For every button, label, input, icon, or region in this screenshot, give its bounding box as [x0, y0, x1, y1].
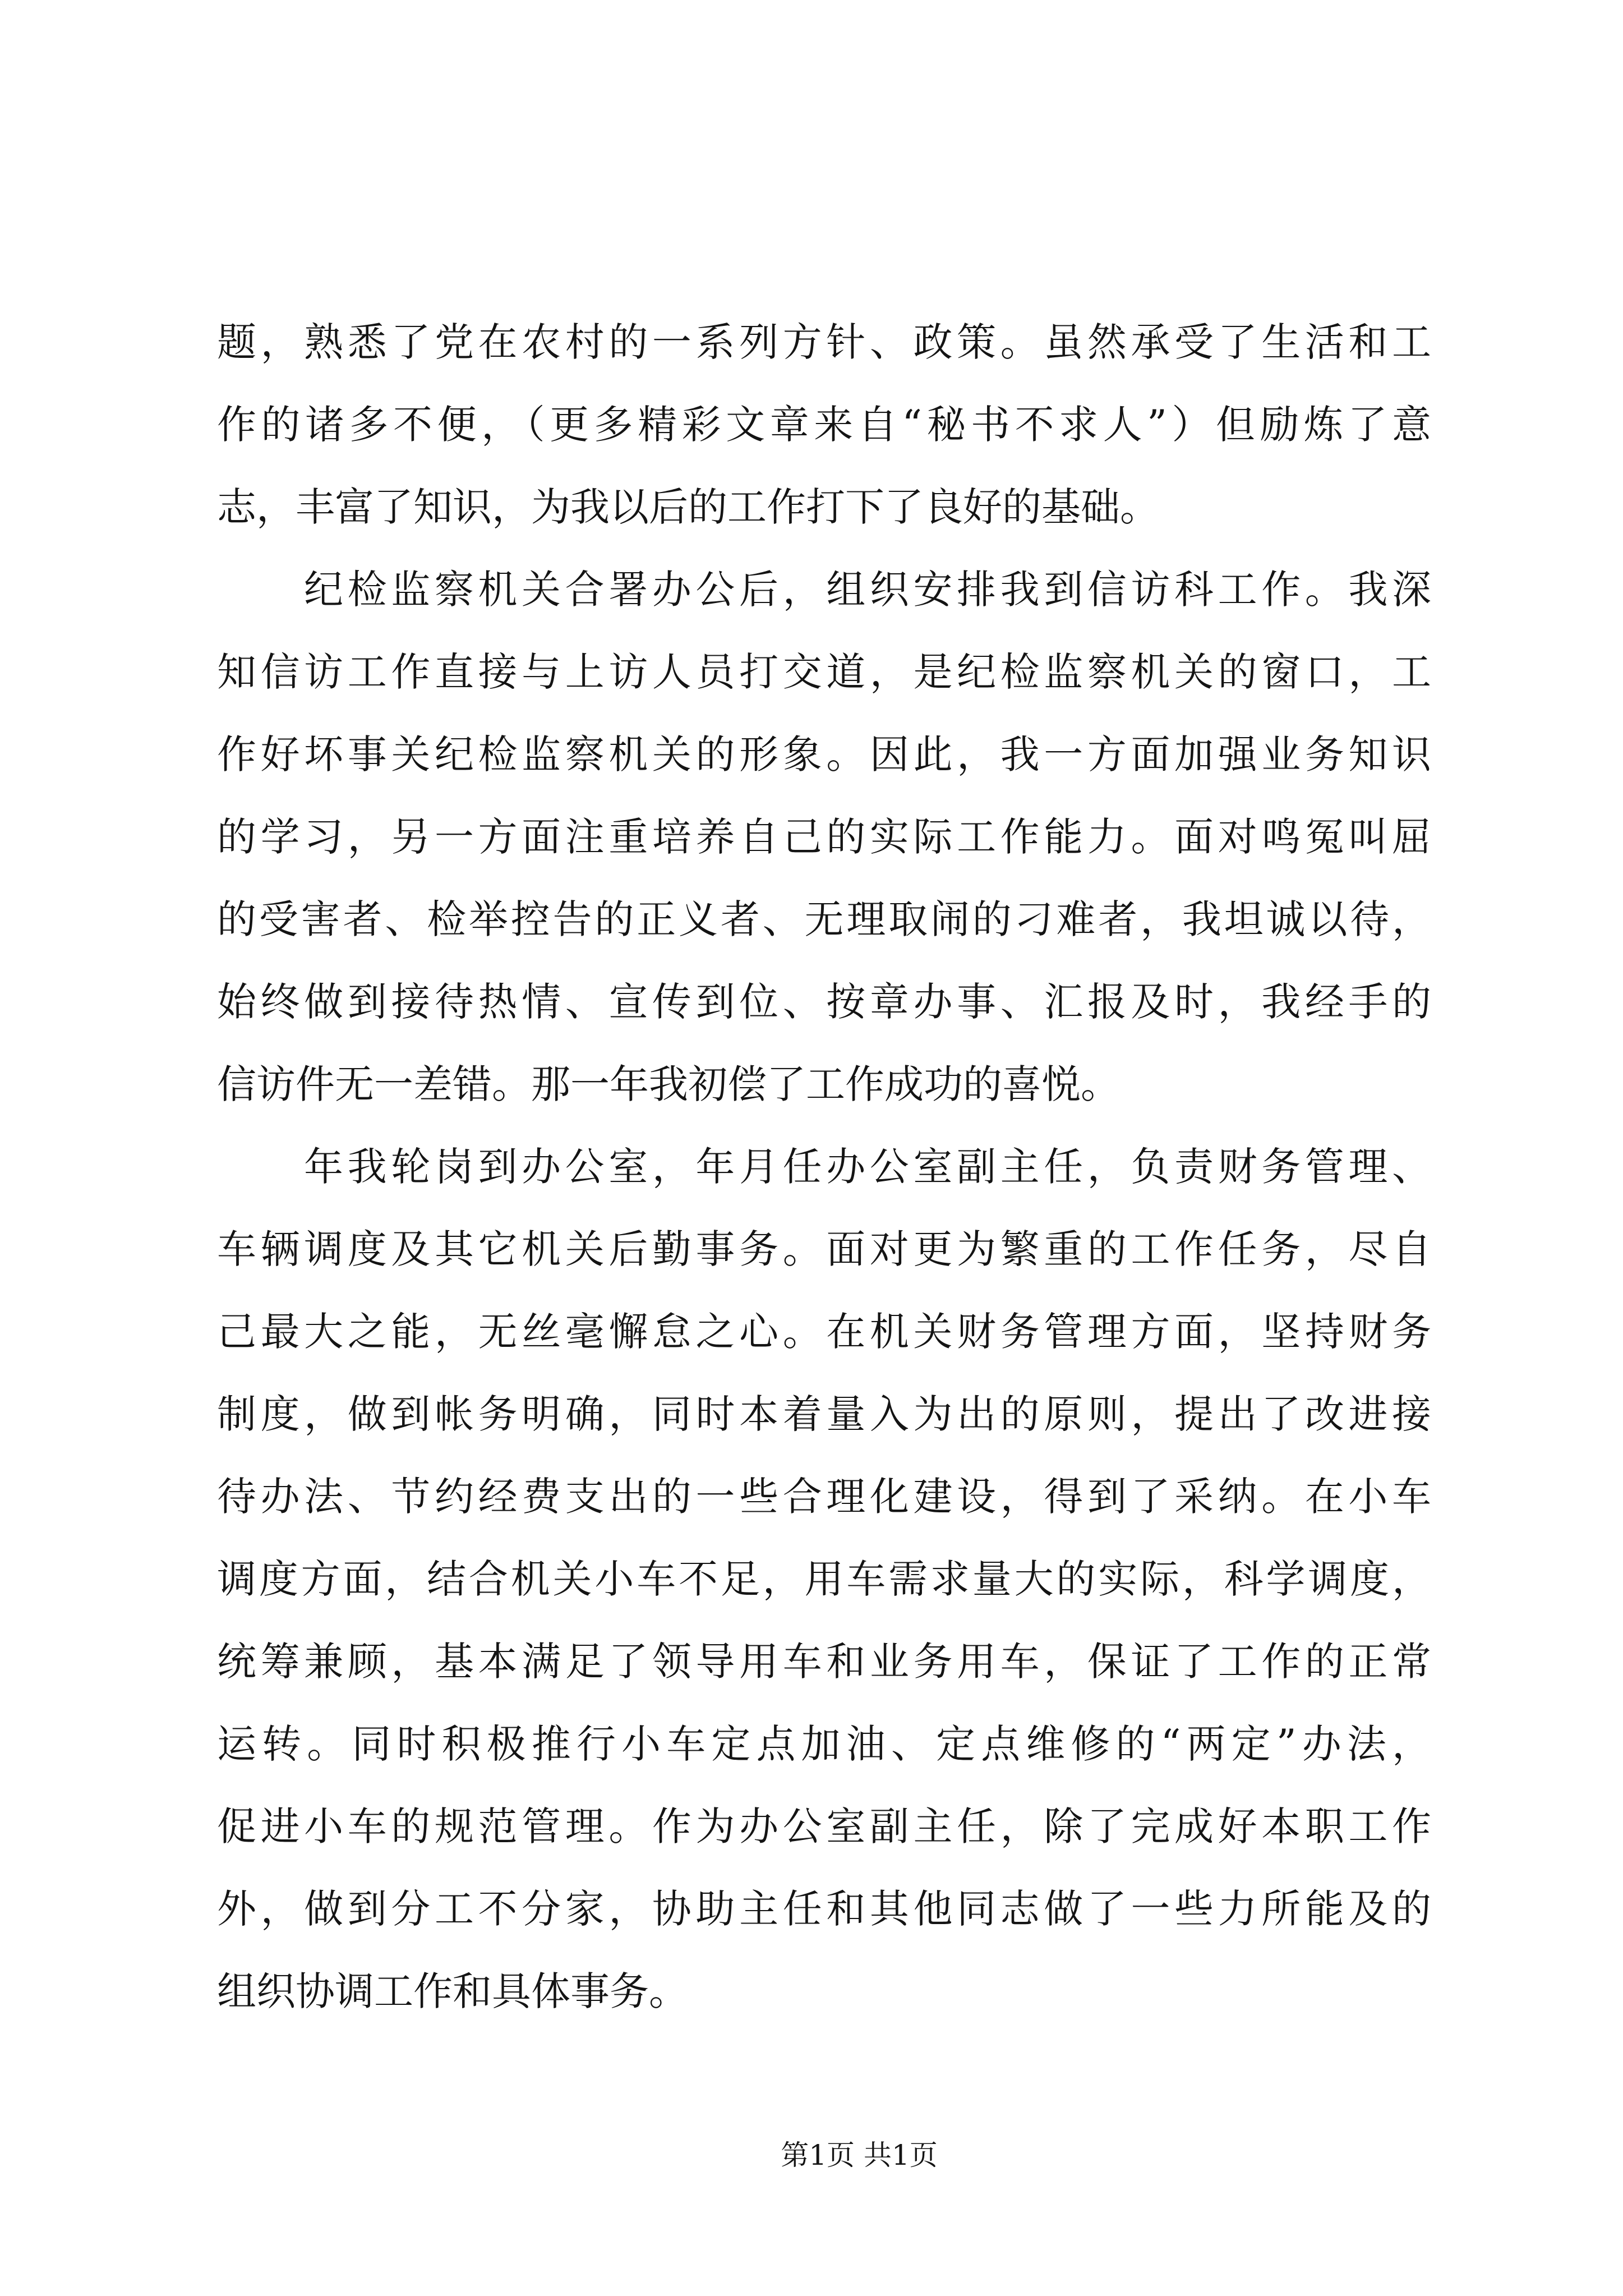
document-body — [217, 301, 1431, 2033]
text-line: 作的诸多不便，（更多精彩文章来自“秘书不求人”）但励炼了意 — [217, 402, 1431, 448]
text-line: 运转。同时积极推行小车定点加油、定点维修的“两定”办法， — [217, 1721, 1431, 1767]
text-line: 年我轮岗到办公室，年月任办公室副主任，负责财务管理、 — [304, 1144, 1431, 1190]
text-line: 外，做到分工不分家，协助主任和其他同志做了一些力所能及的 — [217, 1886, 1431, 1932]
text-line: 调度方面，结合机关小车不足，用车需求量大的实际，科学调度， — [217, 1556, 1431, 1602]
text-line: 纪检监察机关合署办公后，组织安排我到信访科工作。我深 — [304, 567, 1431, 613]
text-line: 始终做到接待热情、宣传到位、按章办事、汇报及时，我经手的 — [217, 979, 1431, 1025]
text-line: 组织协调工作和具体事务。 — [217, 1968, 688, 2014]
text-line: 题，熟悉了党在农村的一系列方针、政策。虽然承受了生活和工 — [217, 319, 1431, 365]
text-line: 己最大之能，无丝毫懈怠之心。在机关财务管理方面，坚持财务 — [217, 1309, 1431, 1355]
text-line: 统筹兼顾，基本满足了领导用车和业务用车，保证了工作的正常 — [217, 1639, 1431, 1685]
text-line: 的学习，另一方面注重培养自己的实际工作能力。面对鸣冤叫屈 — [217, 814, 1431, 860]
text-line: 制度，做到帐务明确，同时本着量入为出的原则，提出了改进接 — [217, 1391, 1431, 1437]
text-line: 车辆调度及其它机关后勤事务。面对更为繁重的工作任务，尽自 — [217, 1226, 1431, 1272]
page-number-footer: 第1页 共1页 — [781, 2139, 938, 2171]
text-line: 待办法、节约经费支出的一些合理化建设，得到了采纳。在小车 — [217, 1474, 1431, 1520]
paragraph — [217, 301, 1431, 549]
text-line: 促进小车的规范管理。作为办公室副主任，除了完成好本职工作 — [217, 1803, 1431, 1849]
text-line: 知信访工作直接与上访人员打交道，是纪检监察机关的窗口，工 — [217, 649, 1431, 695]
text-line: 信访件无一差错。那一年我初偿了工作成功的喜悦。 — [217, 1061, 1120, 1107]
text-line: 的受害者、检举控告的正义者、无理取闹的刁难者，我坦诚以待， — [217, 896, 1431, 942]
text-line: 志，丰富了知识，为我以后的工作打下了良好的基础。 — [217, 484, 1159, 530]
paragraph — [217, 549, 1431, 1126]
text-line: 作好坏事关纪检监察机关的形象。因此，我一方面加强业务知识 — [217, 731, 1431, 777]
paragraph — [217, 1126, 1431, 2033]
